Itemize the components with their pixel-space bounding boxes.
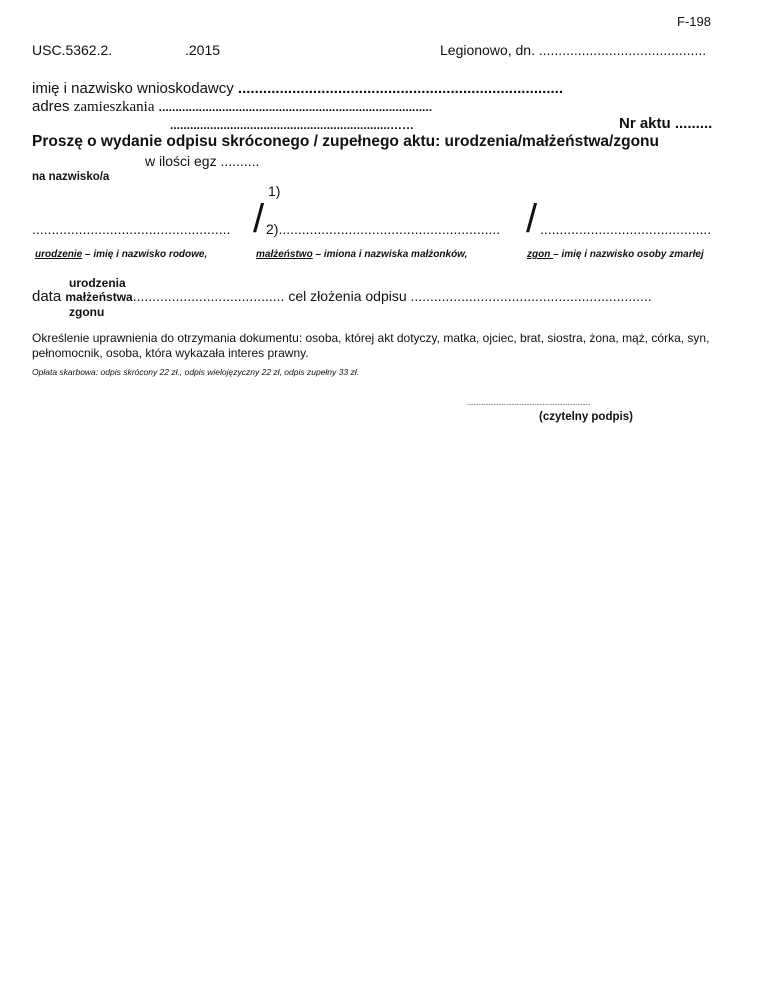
signature-label: (czytelny podpis) bbox=[539, 411, 633, 423]
address-field-line2[interactable]: ..................................................................…… bbox=[170, 118, 415, 132]
surname-field-death[interactable]: ............................................ bbox=[540, 221, 712, 237]
request-heading: Proszę o wydanie odpisu skróconego / zupełnego aktu: urodzenia/małżeństwa/zgonu bbox=[32, 133, 659, 150]
surname-marker-1: 1) bbox=[268, 183, 281, 199]
address-label: adres bbox=[32, 98, 70, 115]
surname-marriage-dots: ......................................................... bbox=[278, 221, 501, 237]
address-label-serif: zamieszkania bbox=[73, 99, 155, 115]
applicant-name-row bbox=[32, 80, 563, 97]
event-date-field[interactable]: ....................................... bbox=[132, 288, 285, 304]
legend-marriage-word: małżeństwo bbox=[256, 249, 313, 260]
legend-death bbox=[527, 249, 704, 260]
legend-birth-word: urodzenie bbox=[35, 249, 83, 260]
fee-note: Opłata skarbowa: odpis skrócony 22 zł., odpis wielojęzyczny 22 zł, odpis zupełny 33 zł. bbox=[32, 367, 359, 377]
signature-line[interactable]: ........................................................................... bbox=[467, 400, 591, 407]
form-code: F-198 bbox=[677, 14, 711, 29]
place-date-field[interactable]: Legionowo, dn. ........................................... bbox=[440, 42, 707, 58]
copies-field[interactable]: w ilości egz .......... bbox=[145, 153, 260, 169]
surname-field-marriage[interactable] bbox=[266, 221, 500, 237]
surname-field-birth[interactable]: ................................................... bbox=[32, 221, 231, 237]
event-date-row bbox=[32, 288, 652, 305]
entitlement-note: Określenie uprawnienia do otrzymania dokumentu: osoba, której akt dotyczy, matka, ojciec, brat, siostra, żona, mąż, córka, syn, pełnomocnik, osoba, która wykazała interes prawny. bbox=[32, 331, 710, 360]
date-option-birth: urodzenia bbox=[69, 276, 126, 290]
legend-birth-text: – imię i nazwisko rodowe, bbox=[82, 249, 208, 260]
legend-death-text: – imię i nazwisko osoby zmarłej bbox=[553, 249, 704, 260]
case-reference: USC.5362.2. bbox=[32, 42, 113, 58]
applicant-name-field[interactable]: .............................................................................. bbox=[237, 80, 563, 97]
applicant-address-row bbox=[32, 98, 432, 116]
legend-death-word: zgon bbox=[527, 249, 554, 260]
legend-birth bbox=[35, 249, 207, 260]
applicant-name-label: imię i nazwisko wnioskodawcy bbox=[32, 80, 234, 97]
legend-marriage bbox=[256, 249, 467, 260]
date-option-death: zgonu bbox=[69, 305, 105, 319]
surname-separator-1: / bbox=[253, 197, 265, 241]
address-field[interactable]: .................................................................................. bbox=[158, 100, 433, 114]
surname-label: na nazwisko/a bbox=[32, 171, 110, 183]
case-year: .2015 bbox=[185, 42, 221, 58]
record-number-field[interactable]: Nr aktu ......... bbox=[619, 115, 713, 132]
surname-separator-2: / bbox=[526, 197, 538, 241]
legend-marriage-text: – imiona i nazwiska małżonków, bbox=[312, 249, 468, 260]
date-option-marriage: małżeństwa bbox=[65, 290, 133, 304]
purpose-field[interactable]: cel złożenia odpisu .............................................................. bbox=[284, 288, 652, 304]
date-label: data bbox=[32, 288, 62, 305]
surname-marker-2: 2) bbox=[266, 221, 279, 237]
